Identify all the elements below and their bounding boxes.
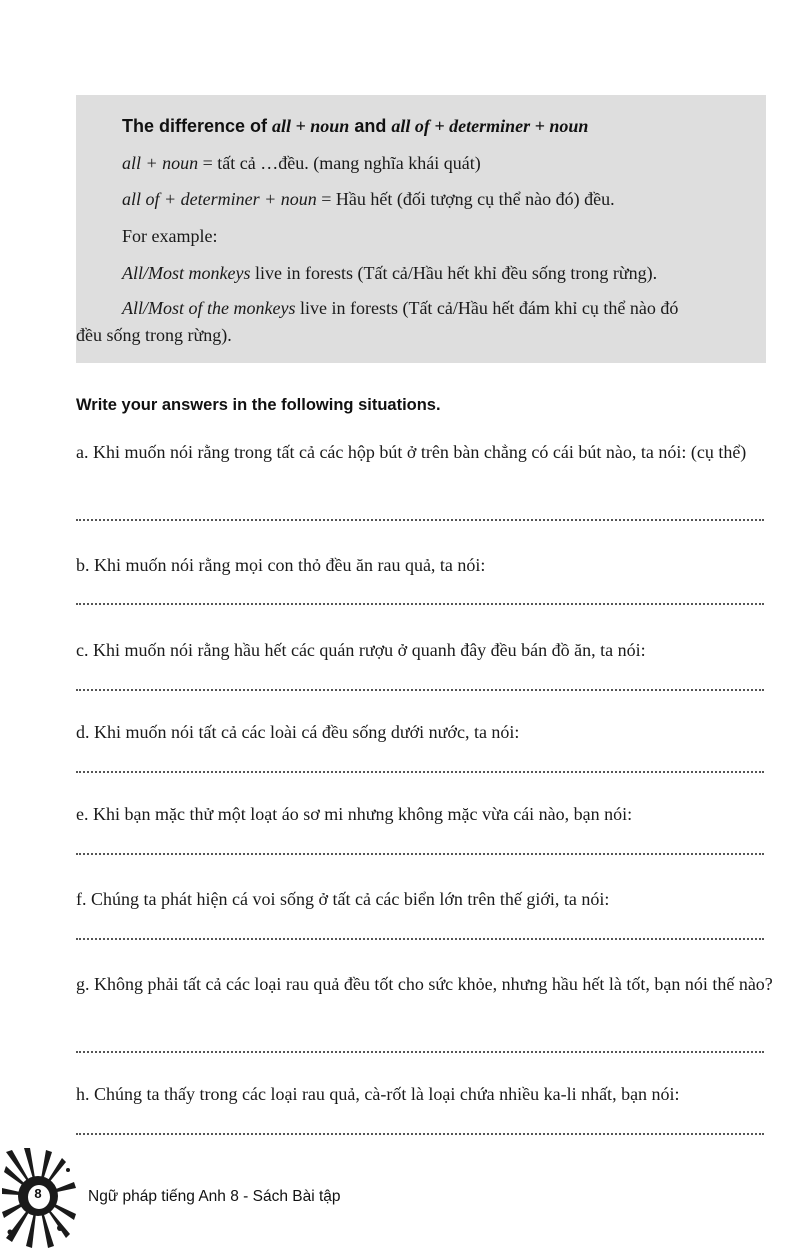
question-b: b. Khi muốn nói rằng mọi con thỏ đều ăn rau quả, ta nói:: [76, 555, 486, 575]
book-title: Ngữ pháp tiếng Anh 8 - Sách Bài tập: [88, 1188, 341, 1205]
question-c: c. Khi muốn nói rằng hầu hết các quán rượu ở quanh đây đều bán đồ ăn, ta nói:: [76, 640, 646, 660]
example-2-continued: đều sống trong rừng).: [76, 325, 232, 345]
answer-line-d[interactable]: [76, 769, 764, 773]
answer-line-b[interactable]: [76, 601, 764, 605]
page-number: 8: [34, 1186, 42, 1201]
question-d: d. Khi muốn nói tất cả các loài cá đều sống dưới nước, ta nói:: [76, 722, 520, 742]
answer-line-c[interactable]: [76, 687, 764, 691]
example-1: All/Most monkeys live in forests (Tất cả/Hầu hết khỉ đều sống trong rừng).: [122, 263, 658, 283]
answer-line-a[interactable]: [76, 517, 764, 521]
answer-line-h[interactable]: [76, 1131, 764, 1135]
question-f: f. Chúng ta phát hiện cá voi sống ở tất cả các biển lớn trên thế giới, ta nói:: [76, 889, 610, 909]
rule-all-noun: all + noun = tất cả …đều. (mang nghĩa khái quát): [122, 153, 481, 173]
question-e: e. Khi bạn mặc thử một loạt áo sơ mi nhưng không mặc vừa cái nào, bạn nói:: [76, 804, 633, 824]
grammar-note-title: The difference of all + noun and all of + determiner + noun: [122, 116, 589, 136]
exercise-instruction: Write your answers in the following situations.: [76, 396, 441, 414]
question-a: a. Khi muốn nói rằng trong tất cả các hộp bút ở trên bàn chẳng có cái bút nào, ta nói: (cụ thể): [76, 442, 747, 462]
question-g: g. Không phải tất cả các loại rau quả đều tốt cho sức khỏe, nhưng hầu hết là tốt, bạn nói thế nào?: [76, 974, 773, 994]
answer-line-e[interactable]: [76, 851, 764, 855]
example-label: For example:: [122, 226, 218, 246]
example-2: All/Most of the monkeys live in forests (Tất cả/Hầu hết đám khỉ cụ thể nào đó: [122, 298, 679, 318]
answer-line-g[interactable]: [76, 1049, 764, 1053]
rule-all-of-determiner: all of + determiner + noun = Hầu hết (đối tượng cụ thể nào đó) đều.: [122, 189, 615, 209]
question-h: h. Chúng ta thấy trong các loại rau quả, cà-rốt là loại chứa nhiều ka-li nhất, bạn nói:: [76, 1084, 680, 1104]
answer-line-f[interactable]: [76, 936, 764, 940]
